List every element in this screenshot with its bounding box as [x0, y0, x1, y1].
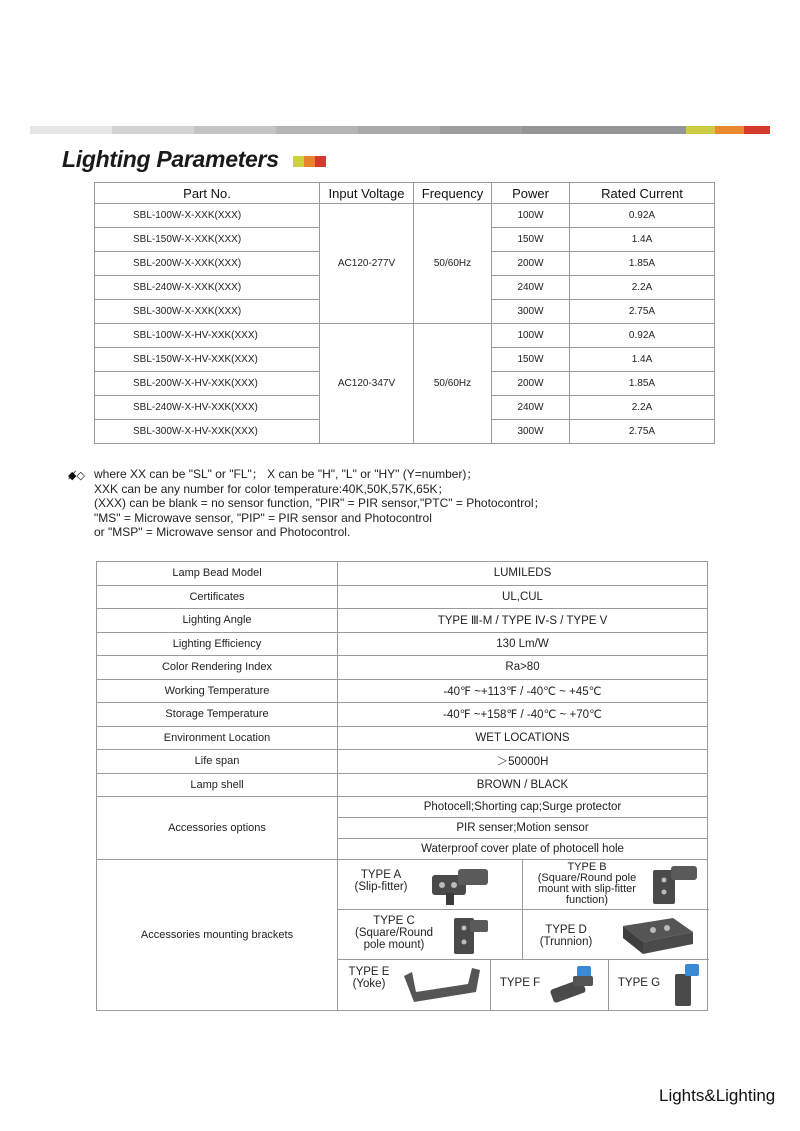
brackets-grid — [338, 860, 707, 1010]
bracket-desc: (Square/Round pole mount with slip-fitter function) — [537, 872, 637, 906]
power-cell: 200W — [492, 252, 570, 276]
color-bar-segment — [30, 126, 112, 134]
spec-row — [97, 750, 708, 774]
header-frequency: Frequency — [414, 183, 492, 204]
color-bar-segment — [715, 126, 744, 134]
rated-current-cell: 0.92A — [570, 324, 715, 348]
color-bar-segment — [522, 126, 686, 134]
bracket-type-f — [491, 960, 609, 1010]
spec-row — [97, 656, 708, 680]
bracket-title: TYPE A — [360, 869, 402, 881]
spec-value: LUMILEDS — [338, 562, 708, 586]
frequency-cell: 50/60Hz — [414, 204, 492, 324]
power-cell: 300W — [492, 300, 570, 324]
square-round-slip-fitter-bracket-icon — [647, 862, 703, 908]
spec-label: Storage Temperature — [97, 703, 338, 727]
bracket-desc: (Slip-fitter) — [354, 881, 408, 893]
title-square — [315, 156, 326, 167]
bracket-type-c — [338, 910, 523, 960]
parameters-body — [95, 204, 715, 444]
part-number-cell: SBL-150W-X-XXK(XXX) — [95, 228, 320, 252]
spec-value: UL,CUL — [338, 585, 708, 609]
table-row — [95, 204, 715, 228]
power-cell: 100W — [492, 324, 570, 348]
specifications-table — [96, 561, 708, 1011]
spec-label: Life span — [97, 750, 338, 774]
spec-row — [97, 562, 708, 586]
input-voltage-cell: AC120-347V — [320, 324, 414, 444]
spec-label: Environment Location — [97, 726, 338, 750]
color-bar-segment — [194, 126, 276, 134]
square-round-pole-bracket-icon — [448, 912, 498, 958]
specifications-body — [97, 562, 708, 797]
note-line: XXK can be any number for color temperature:40K,50K,57K,65K； — [94, 481, 450, 496]
bracket-title: TYPE D — [545, 924, 587, 936]
part-number-cell: SBL-200W-X-HV-XXK(XXX) — [95, 372, 320, 396]
spec-value: 130 Lm/W — [338, 632, 708, 656]
table-header-row — [95, 183, 715, 204]
bracket-title: TYPE B — [567, 861, 607, 873]
yoke-bracket-icon — [398, 966, 488, 1006]
spec-row — [97, 585, 708, 609]
note-line: where XX can be "SL" or "FL"； X can be "H", "L" or "HY" (Y=number)； — [94, 467, 479, 481]
color-bar-segment — [358, 126, 440, 134]
note-line: (XXX) can be blank = no sensor function, "PIR" = PIR sensor,"PTC" = Photocontrol； — [94, 496, 546, 511]
bracket-title: TYPE E — [348, 966, 390, 978]
part-number-cell: SBL-240W-X-XXK(XXX) — [95, 276, 320, 300]
power-cell: 240W — [492, 276, 570, 300]
title-squares — [293, 156, 326, 167]
spec-row — [97, 632, 708, 656]
spec-row — [97, 679, 708, 703]
part-number-cell: SBL-200W-X-XXK(XXX) — [95, 252, 320, 276]
type-g-bracket-icon — [667, 962, 707, 1008]
part-number-cell: SBL-300W-X-HV-XXK(XXX) — [95, 420, 320, 444]
spec-label: Working Temperature — [97, 679, 338, 703]
note-line: "MS" = Microwave sensor, "PIP" = PIR sensor and Photocontrol — [94, 510, 432, 525]
footer-brand: Lights&Lighting — [659, 1086, 776, 1105]
mounting-brackets-label: Accessories mounting brackets — [97, 860, 338, 1011]
bracket-title: TYPE F — [499, 977, 541, 989]
part-number-cell: SBL-300W-X-XXK(XXX) — [95, 300, 320, 324]
spec-label: Lamp shell — [97, 773, 338, 797]
bracket-type-a — [338, 860, 523, 910]
title-square — [293, 156, 304, 167]
bracket-type-g — [609, 960, 709, 1010]
part-number-cell: SBL-100W-X-HV-XXK(XXX) — [95, 324, 320, 348]
color-bar-segment — [744, 126, 770, 134]
part-number-cell: SBL-240W-X-HV-XXK(XXX) — [95, 396, 320, 420]
color-bar-segment — [112, 126, 194, 134]
power-cell: 240W — [492, 396, 570, 420]
power-cell: 100W — [492, 204, 570, 228]
part-number-notes — [94, 467, 546, 540]
frequency-cell: 50/60Hz — [414, 324, 492, 444]
spec-value: Ra>80 — [338, 656, 708, 680]
rated-current-cell: 2.2A — [570, 276, 715, 300]
spec-value: ＞50000H — [338, 750, 708, 774]
spec-label: Lamp Bead Model — [97, 562, 338, 586]
lighting-parameters-table — [94, 182, 715, 444]
bracket-type-b — [523, 860, 709, 910]
accessory-option: Photocell;Shorting cap;Surge protector — [338, 797, 708, 818]
header-power: Power — [492, 183, 570, 204]
spec-row — [97, 703, 708, 727]
spec-label: Lighting Angle — [97, 609, 338, 633]
accessories-options-row — [97, 797, 708, 818]
bracket-type-d — [523, 910, 709, 960]
power-cell: 150W — [492, 228, 570, 252]
header-input-voltage: Input Voltage — [320, 183, 414, 204]
power-cell: 150W — [492, 348, 570, 372]
rated-current-cell: 1.85A — [570, 372, 715, 396]
accessory-option: PIR senser;Motion sensor — [338, 818, 708, 839]
accessories-options-label: Accessories options — [97, 797, 338, 860]
power-cell: 300W — [492, 420, 570, 444]
title-square — [304, 156, 315, 167]
spec-value: -40℉ ~+158℉ / -40℃ ~ +70℃ — [338, 703, 708, 727]
rated-current-cell: 1.4A — [570, 228, 715, 252]
spec-label: Color Rendering Index — [97, 656, 338, 680]
bracket-title: TYPE G — [617, 977, 661, 989]
slip-fitter-bracket-icon — [428, 863, 498, 907]
rated-current-cell: 0.92A — [570, 204, 715, 228]
diamond-bullet-icon: ◆̸◇ — [68, 470, 85, 482]
part-number-cell: SBL-100W-X-XXK(XXX) — [95, 204, 320, 228]
rated-current-cell: 2.75A — [570, 420, 715, 444]
color-bar-segment — [276, 126, 358, 134]
header-part-no: Part No. — [95, 183, 320, 204]
color-bar-segment — [440, 126, 522, 134]
table-row — [95, 324, 715, 348]
type-f-bracket-icon — [543, 962, 605, 1008]
rated-current-cell: 2.2A — [570, 396, 715, 420]
spec-value: -40℉ ~+113℉ / -40℃ ~ +45℃ — [338, 679, 708, 703]
bracket-desc: (Yoke) — [352, 978, 386, 990]
spec-value: TYPE Ⅲ-M / TYPE Ⅳ-S / TYPE V — [338, 609, 708, 633]
spec-value: BROWN / BLACK — [338, 773, 708, 797]
bracket-title: TYPE C — [373, 915, 415, 927]
rated-current-cell: 1.4A — [570, 348, 715, 372]
rated-current-cell: 1.85A — [570, 252, 715, 276]
top-color-bar — [30, 126, 770, 134]
trunnion-bracket-icon — [617, 912, 701, 958]
bracket-type-e — [338, 960, 491, 1010]
part-number-cell: SBL-150W-X-HV-XXK(XXX) — [95, 348, 320, 372]
spec-value: WET LOCATIONS — [338, 726, 708, 750]
bracket-desc: (Square/Round pole mount) — [355, 927, 433, 951]
color-bar-segment — [686, 126, 715, 134]
spec-row — [97, 609, 708, 633]
spec-label: Lighting Efficiency — [97, 632, 338, 656]
bracket-desc: (Trunnion) — [539, 936, 593, 948]
input-voltage-cell: AC120-277V — [320, 204, 414, 324]
page-title: Lighting Parameters — [62, 146, 279, 172]
note-line: or "MSP" = Microwave sensor and Photocontrol. — [94, 525, 351, 540]
accessory-option: Waterproof cover plate of photocell hole — [338, 839, 708, 860]
mounting-brackets-cell — [338, 860, 708, 1011]
spec-row — [97, 726, 708, 750]
spec-row — [97, 773, 708, 797]
mounting-brackets-row — [97, 860, 708, 1011]
rated-current-cell: 2.75A — [570, 300, 715, 324]
spec-label: Certificates — [97, 585, 338, 609]
power-cell: 200W — [492, 372, 570, 396]
header-rated-current: Rated Current — [570, 183, 715, 204]
